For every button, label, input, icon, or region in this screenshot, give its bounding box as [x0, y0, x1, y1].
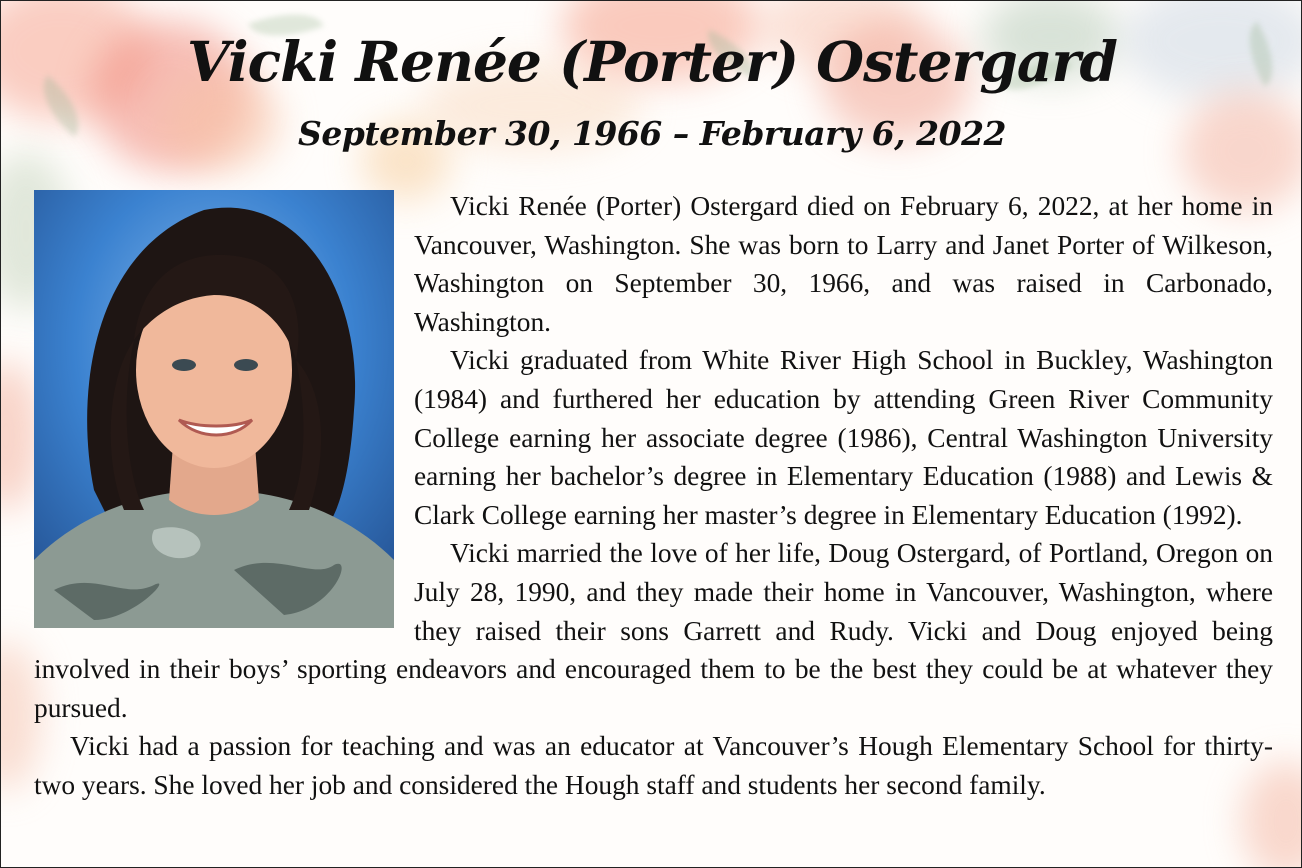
paragraph-2: Vicki graduated from White River High School in Buckley, Washington (1984) and furthered her education by attending Green River Community College earning her associate degree (1986), Central Washington University earning her bachelor’s degree in Elementary Education (1988) and Lewis & Clark College earning her master’s degree in Elementary Education (1992).	[414, 345, 1273, 530]
paragraph-3: Vicki married the love of her life, Doug Ostergard, of Portland, Oregon on July 28, 1990, and they made their home in Vancouver, Washington, where they raised their sons Garrett and Rudy. Vicki and Doug enjoyed being involved in their boys’ sporting endeavors and encouraged them to be the best they could be at whatever they pursued.	[34, 538, 1273, 723]
paragraph-4: Vicki had a passion for teaching and was an educator at Vancouver’s Hough Elementary School for thirty-two years. She loved her job and considered the Hough staff and students her second family.	[34, 731, 1273, 800]
photo-wrap-spacer	[34, 187, 414, 629]
paragraph-1: Vicki Renée (Porter) Ostergard died on February 6, 2022, at her home in Vancouver, Washington. She was born to Larry and Janet Porter of Wilkeson, Washington on September 30, 1966, and was raised in Carbonado, Washington.	[414, 191, 1273, 337]
obituary-name-heading: Vicki Renée (Porter) Ostergard	[187, 29, 1117, 94]
obituary-body	[34, 187, 1273, 805]
obituary-dates: September 30, 1966 – February 6, 2022	[297, 114, 1006, 153]
